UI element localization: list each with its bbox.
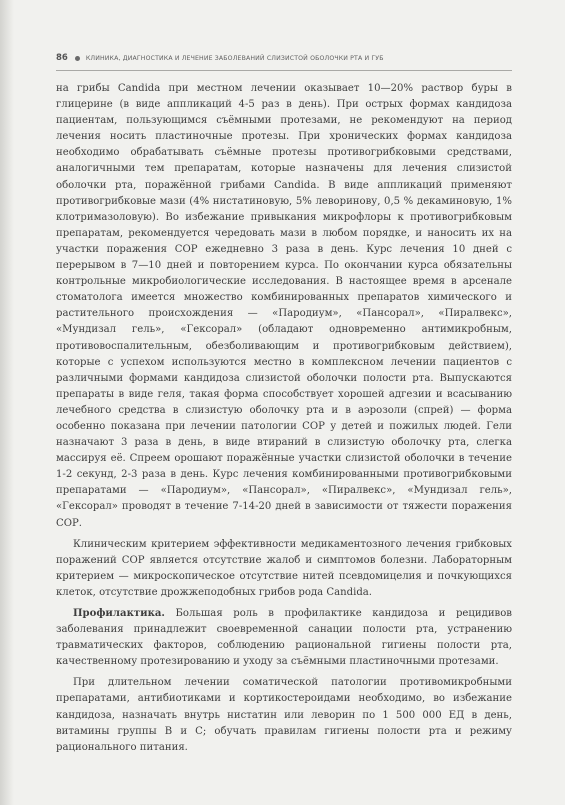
running-title: КЛИНИКА, ДИАГНОСТИКА И ЛЕЧЕНИЕ ЗАБОЛЕВАНИЙ СЛИЗИСТОЙ ОБОЛОЧКИ РТА И ГУБ <box>85 54 384 62</box>
paragraph-criteria <box>56 537 512 601</box>
page-number: 86 <box>56 53 68 63</box>
header-bullet-icon <box>75 56 80 61</box>
paragraph-text: Клиническим критерием эффективности медикаментозного лечения грибковых поражений СОР является отсутствие жалоб и симптомов болезни. Лабораторным критерием — микроскопическое отсутствие нитей псевдомицелия и почкующихся клеток, отсутствие дрожжеподобных грибов рода Candida. <box>56 538 512 598</box>
paragraph-text: При длительном лечении соматической патологии противомикробными препаратами, антибиотиками и кортикостероидами необходимо, во избежание кандидоза, назначать внутрь нистатин или леворин по 1 500 000 ЕД в день, витамины группы В и С; обучать правилам гигиены полости рта и режиму рационального питания. <box>56 677 512 753</box>
paragraph-long-term <box>56 675 512 755</box>
paragraph-text: на грибы Candida при местном лечении оказывает 10—20% раствор буры в глицерине (в виде аппликаций 4-5 раз в день). При острых формах кандидоза пациентам, пользующимся съёмными протезами, не рекомендуют на период лечения носить пластиночные протезы. При хронических формах кандидоза необходимо обрабатывать съёмные протезы противогрибковыми средствами, аналогичными тем препаратам, которые назначены для лечения слизистой оболочки рта, поражённой грибами Candida. В виде аппликаций применяют противогрибковые мази (4% нистатиновую, 5% леворинову, 0,5 % декаминовую, 1% клотримазоловую). Во избежание привыкания микрофлоры к противогрибковым препаратам, рекомендуется чередовать мази в любом порядке, и наносить их на участки поражения СОР ежедневно 3 раза в день. Курс лечения 10 дней с перерывом в 7—10 дней и повторением курса. По окончании курса обязательны контрольные микробиологические исследования. В настоящее время в арсенале стоматолога имеется множество комбинированных препаратов химического и растительного происхождения — «Пародиум», «Пансорал», «Пиралвекс», «Мундизал гель», «Гексорал» (обладают одновременно антимикробным, противовоспалительным, обезболивающим и противогрибковым действием), которые с успехом используются местно в комплексном лечении пациентов с различными формами кандидоза слизистой оболочки полости рта. Выпускаются препараты в виде геля, такая форма способствует хорошей адгезии и всасыванию лечебного средства в слизистую оболочку рта и в аэрозоли (спрей) — форма особенно показана при лечении патологии СОР у детей и пожилых людей. Гели назначают 3 раза в день, в виде втираний в слизистую оболочку рта, слегка массируя её. Спреем орошают поражённые участки слизистой оболочки в течение 1-2 секунд, 2-3 раза в день. Курс лечения комбинированными противогрибковыми препаратами — «Пародиум», «Пансорал», «Пиралвекс», «Мундизал гель», «Гексорал» проводят в течение 7-14-20 дней в зависимости от тяжести поражения СОР. <box>56 83 512 529</box>
header-rule <box>56 70 512 71</box>
paragraph-text: Большая роль в профилактике кандидоза и рецидивов заболевания принадлежит своевременной санации полости рта, устранению травматических факторов, соблюдению рациональной гигиены полости рта, качественному протезированию и уходу за съёмными пластиночными протезами. <box>56 608 512 668</box>
page-gutter-shadow <box>0 0 14 805</box>
page-header <box>56 51 512 65</box>
paragraph-prophylaxis <box>56 606 512 670</box>
paragraph-term: Профилактика. <box>73 608 165 619</box>
paragraph-treatment <box>56 81 512 532</box>
page-body <box>56 81 512 761</box>
